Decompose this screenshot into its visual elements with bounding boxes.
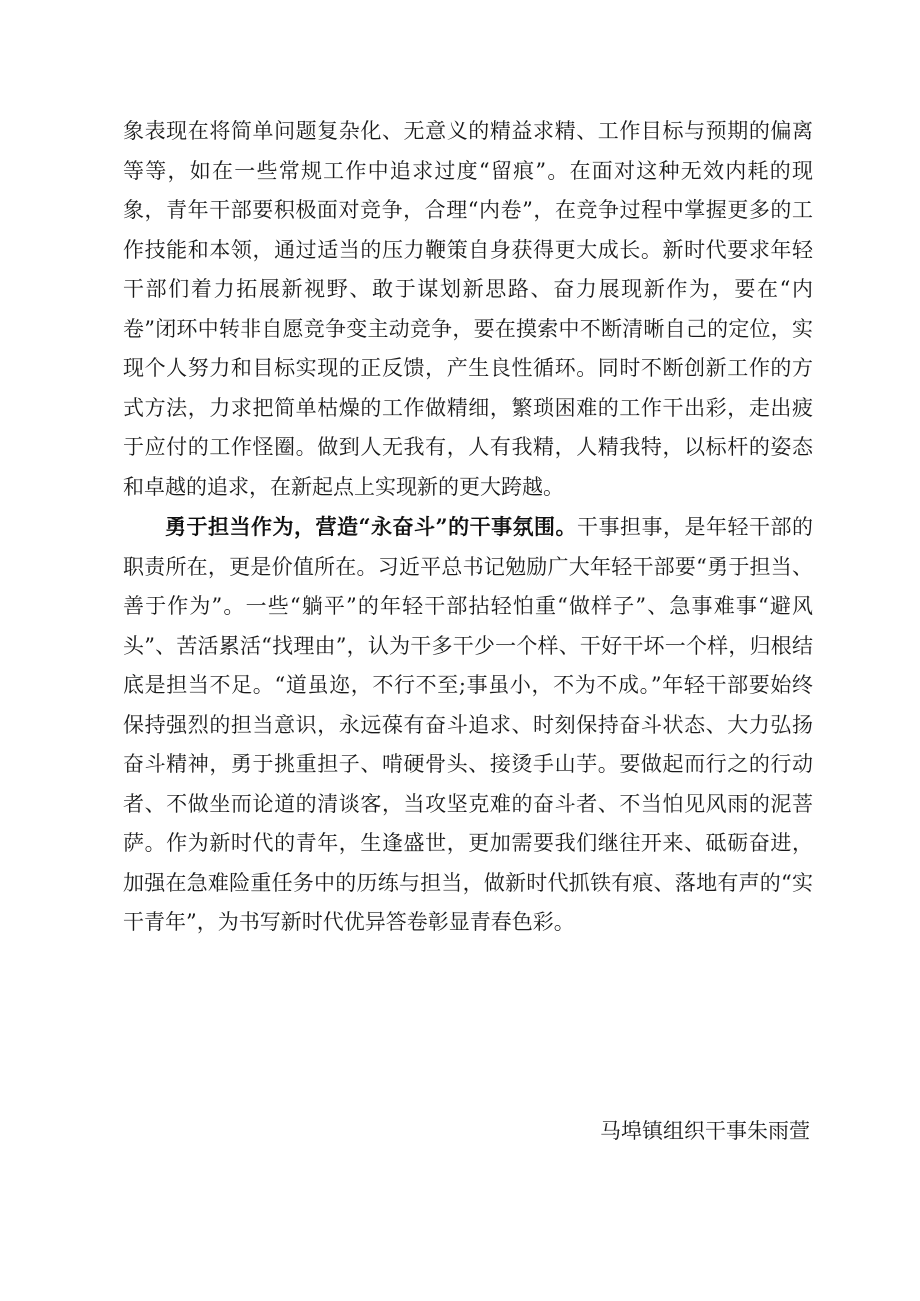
paragraph-heading-bold: 勇于担当作为，营造“永奋斗”的干事氛围。 [165, 514, 578, 539]
author-signature: 马埠镇组织干事朱雨萱 [600, 1119, 810, 1143]
paragraph-body: 干事担事，是年轻干部的职责所在，更是价值所在。习近平总书记勉励广大年轻干部要“勇于担当、善于作为”。一些“躺平”的年轻干部拈轻怕重“做样子”、急事难事“避风头”、苦活累活“找理由”，认为干多干少一个样、干好干坏一个样，归根结底是担当不足。“道虽迩，不行不至;事虽小，不为不成。”年轻干部要始终保持强烈的担当意识，永远葆有奋斗追求、时刻保持奋斗状态、大力弘扬奋斗精神，勇于挑重担子、啃硬骨头、接烫手山芋。要做起而行之的行动者、不做坐而论道的清谈客，当攻坚克难的奋斗者、不当怕见风雨的泥菩萨。作为新时代的青年，生逢盛世，更加需要我们继往开来、砥砺奋进，加强在急难险重任务中的历练与担当，做新时代抓铁有痕、落地有声的“实干青年”，为书写新时代优异答卷彰显青春色彩。 [123, 515, 813, 934]
article-body [123, 112, 813, 943]
paragraph-accountability [123, 507, 813, 943]
paragraph-continued: 象表现在将简单问题复杂化、无意义的精益求精、工作目标与预期的偏离等等，如在一些常规工作中追求过度“留痕”。在面对这种无效内耗的现象，青年干部要积极面对竞争，合理“内卷”，在竞争过程中掌握更多的工作技能和本领，通过适当的压力鞭策自身获得更大成长。新时代要求年轻干部们着力拓展新视野、敢于谋划新思路、奋力展现新作为，要在“内卷”闭环中转非自愿竞争变主动竞争，要在摸索中不断清晰自己的定位，实现个人努力和目标实现的正反馈，产生良性循环。同时不断创新工作的方式方法，力求把简单枯燥的工作做精细，繁琐困难的工作干出彩，走出疲于应付的工作怪圈。做到人无我有，人有我精，人精我特，以标杆的姿态和卓越的追求，在新起点上实现新的更大跨越。 [123, 119, 813, 499]
